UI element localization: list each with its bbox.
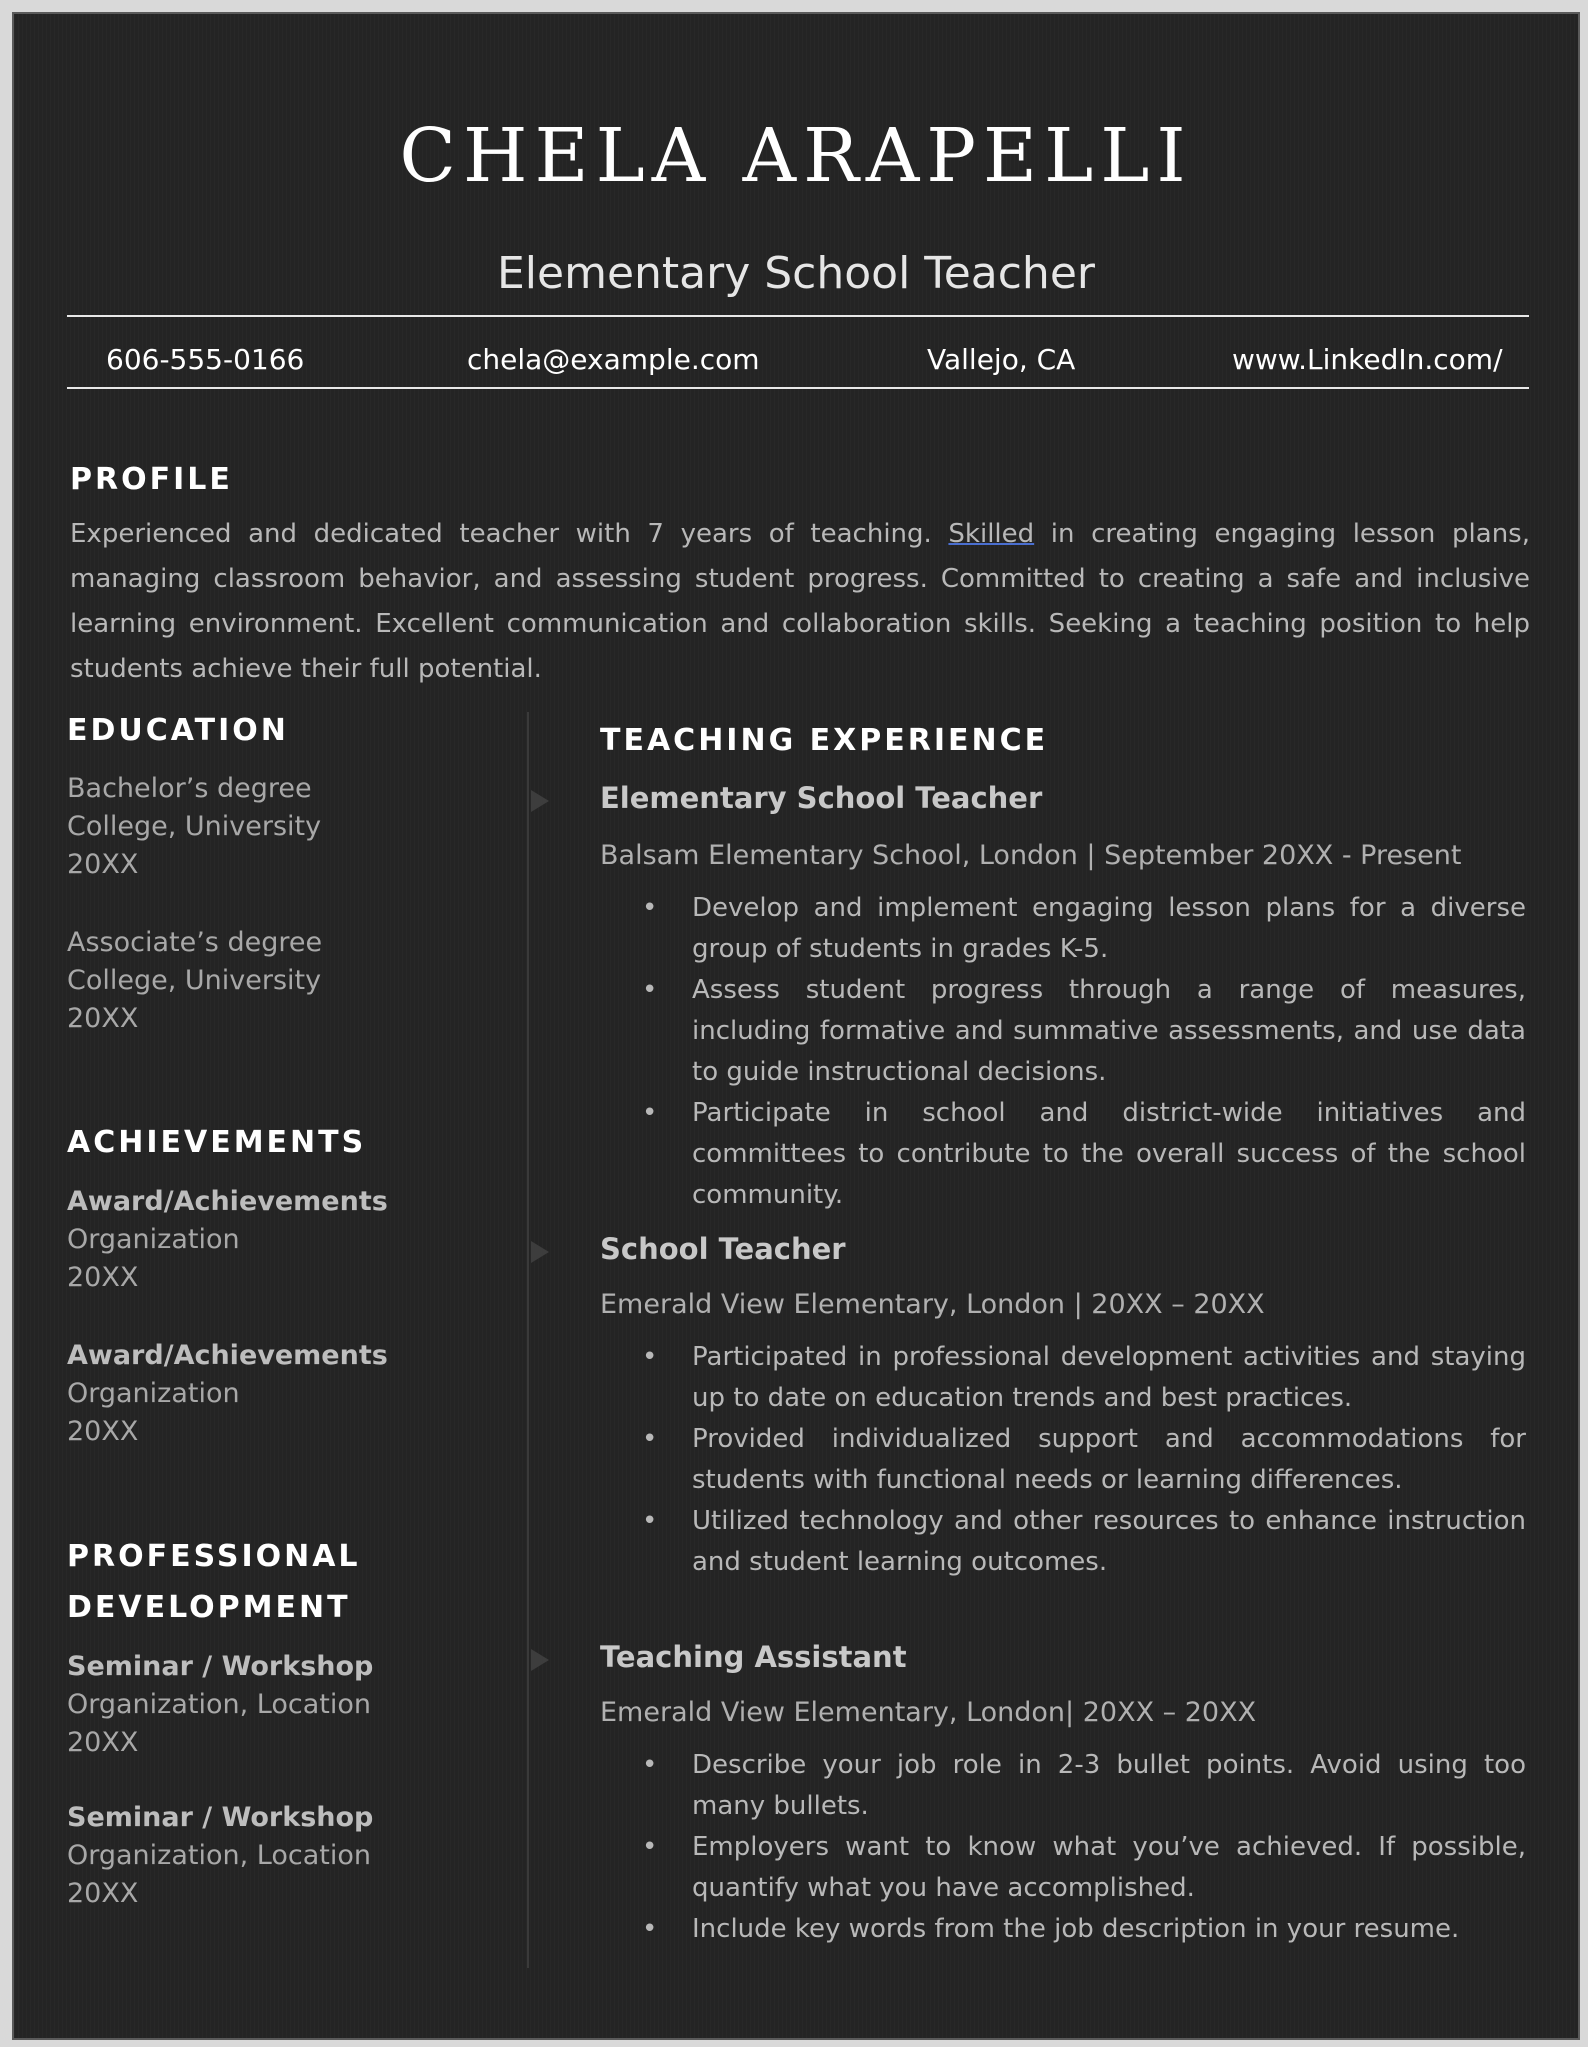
job-title: Elementary School Teacher: [497, 248, 1095, 299]
bullet-item: • Provided individualized support and accommodations for students with functional needs or learning differences.: [692, 1419, 1526, 1501]
bullet-item: • Describe your job role in 2-3 bullet points. Avoid using too many bullets.: [692, 1745, 1526, 1827]
bullet-item: • Utilized technology and other resources to enhance instruction and student learning outcomes.: [692, 1501, 1526, 1583]
seminar-title: Seminar / Workshop: [67, 1802, 374, 1833]
job-bullets: [600, 1337, 1526, 1583]
job-title: Elementary School Teacher: [600, 781, 1043, 815]
education-heading: EDUCATION: [67, 713, 289, 748]
achievement-title: Award/Achievements: [67, 1340, 388, 1371]
top-rule: [67, 315, 1529, 317]
seminar-year: 20XX: [67, 1727, 139, 1758]
achievement-item: [67, 1337, 447, 1451]
bullet-item: • Develop and implement engaging lesson plans for a diverse group of students in grades K-5.: [692, 888, 1526, 970]
profile-text: [70, 512, 1530, 692]
achievements-heading: ACHIEVEMENTS: [67, 1125, 367, 1160]
graduation-year: 20XX: [67, 1003, 139, 1034]
job-employer-dates: Emerald View Elementary, London | 20XX – 20XX: [600, 1289, 1265, 1320]
job-title: Teaching Assistant: [600, 1640, 907, 1674]
education-item: [67, 924, 447, 1038]
job-bullets: [600, 1745, 1526, 1950]
contact-website: www.LinkedIn.com/: [1232, 343, 1503, 376]
job-employer-dates: Balsam Elementary School, London | September 20XX - Present: [600, 840, 1462, 871]
experience-heading: TEACHING EXPERIENCE: [600, 723, 1049, 758]
seminar-title: Seminar / Workshop: [67, 1651, 374, 1682]
bullet-item: • Employers want to know what you’ve achieved. If possible, quantify what you have accomplished.: [692, 1827, 1526, 1909]
achievement-year: 20XX: [67, 1262, 139, 1293]
achievement-year: 20XX: [67, 1416, 139, 1447]
bullet-item: • Participated in professional development activities and staying up to date on education trends and best practices.: [692, 1337, 1526, 1419]
job-employer-dates: Emerald View Elementary, London| 20XX – 20XX: [600, 1697, 1257, 1728]
professional-development-heading: PROFESSIONAL: [67, 1539, 361, 1574]
achievement-item: [67, 1183, 447, 1297]
seminar-org: Organization, Location: [67, 1840, 371, 1871]
achievement-org: Organization: [67, 1224, 240, 1255]
contact-email: chela@example.com: [467, 343, 760, 376]
degree: Associate’s degree: [67, 927, 323, 958]
bullet-item: • Participate in school and district-wide initiatives and committees to contribute to the overall success of the school community.: [692, 1093, 1526, 1216]
seminar-item: [67, 1648, 447, 1762]
achievement-title: Award/Achievements: [67, 1186, 388, 1217]
seminar-year: 20XX: [67, 1878, 139, 1909]
school: College, University: [67, 811, 322, 842]
job-marker-arrow: [531, 790, 549, 812]
job-bullets: [600, 888, 1526, 1216]
achievement-org: Organization: [67, 1378, 240, 1409]
seminar-org: Organization, Location: [67, 1689, 371, 1720]
job-marker-arrow: [531, 1241, 549, 1263]
school: College, University: [67, 965, 322, 996]
candidate-name: CHELA ARAPELLI: [399, 113, 1193, 199]
profile-text-end: in creating engaging lesson plans, managing classroom behavior, and assessing student progress. Committed to creating a safe and inclusive learning environment. Excellent communication and collaboration skills. Seeking a teaching position to help students achieve their full potential.: [70, 519, 1530, 684]
bullet-item: • Assess student progress through a range of measures, including formative and summative assessments, and use data to guide instructional decisions.: [692, 970, 1526, 1093]
job-marker-arrow: [531, 1649, 549, 1671]
resume-page: [12, 12, 1580, 2040]
column-divider: [527, 712, 529, 1968]
profile-heading: PROFILE: [70, 462, 233, 497]
bottom-rule: [67, 387, 1529, 389]
degree: Bachelor’s degree: [67, 773, 312, 804]
job-title: School Teacher: [600, 1232, 846, 1266]
profile-text-start: Experienced and dedicated teacher with 7 years of teaching.: [70, 519, 949, 549]
contact-location: Vallejo, CA: [927, 343, 1076, 376]
professional-development-heading-line2: DEVELOPMENT: [67, 1590, 351, 1625]
spellcheck-underlined-word: Skilled: [948, 519, 1035, 549]
seminar-item: [67, 1799, 447, 1913]
education-item: [67, 770, 447, 884]
graduation-year: 20XX: [67, 849, 139, 880]
contact-phone: 606-555-0166: [106, 343, 305, 376]
bullet-item: • Include key words from the job description in your resume.: [692, 1909, 1526, 1950]
